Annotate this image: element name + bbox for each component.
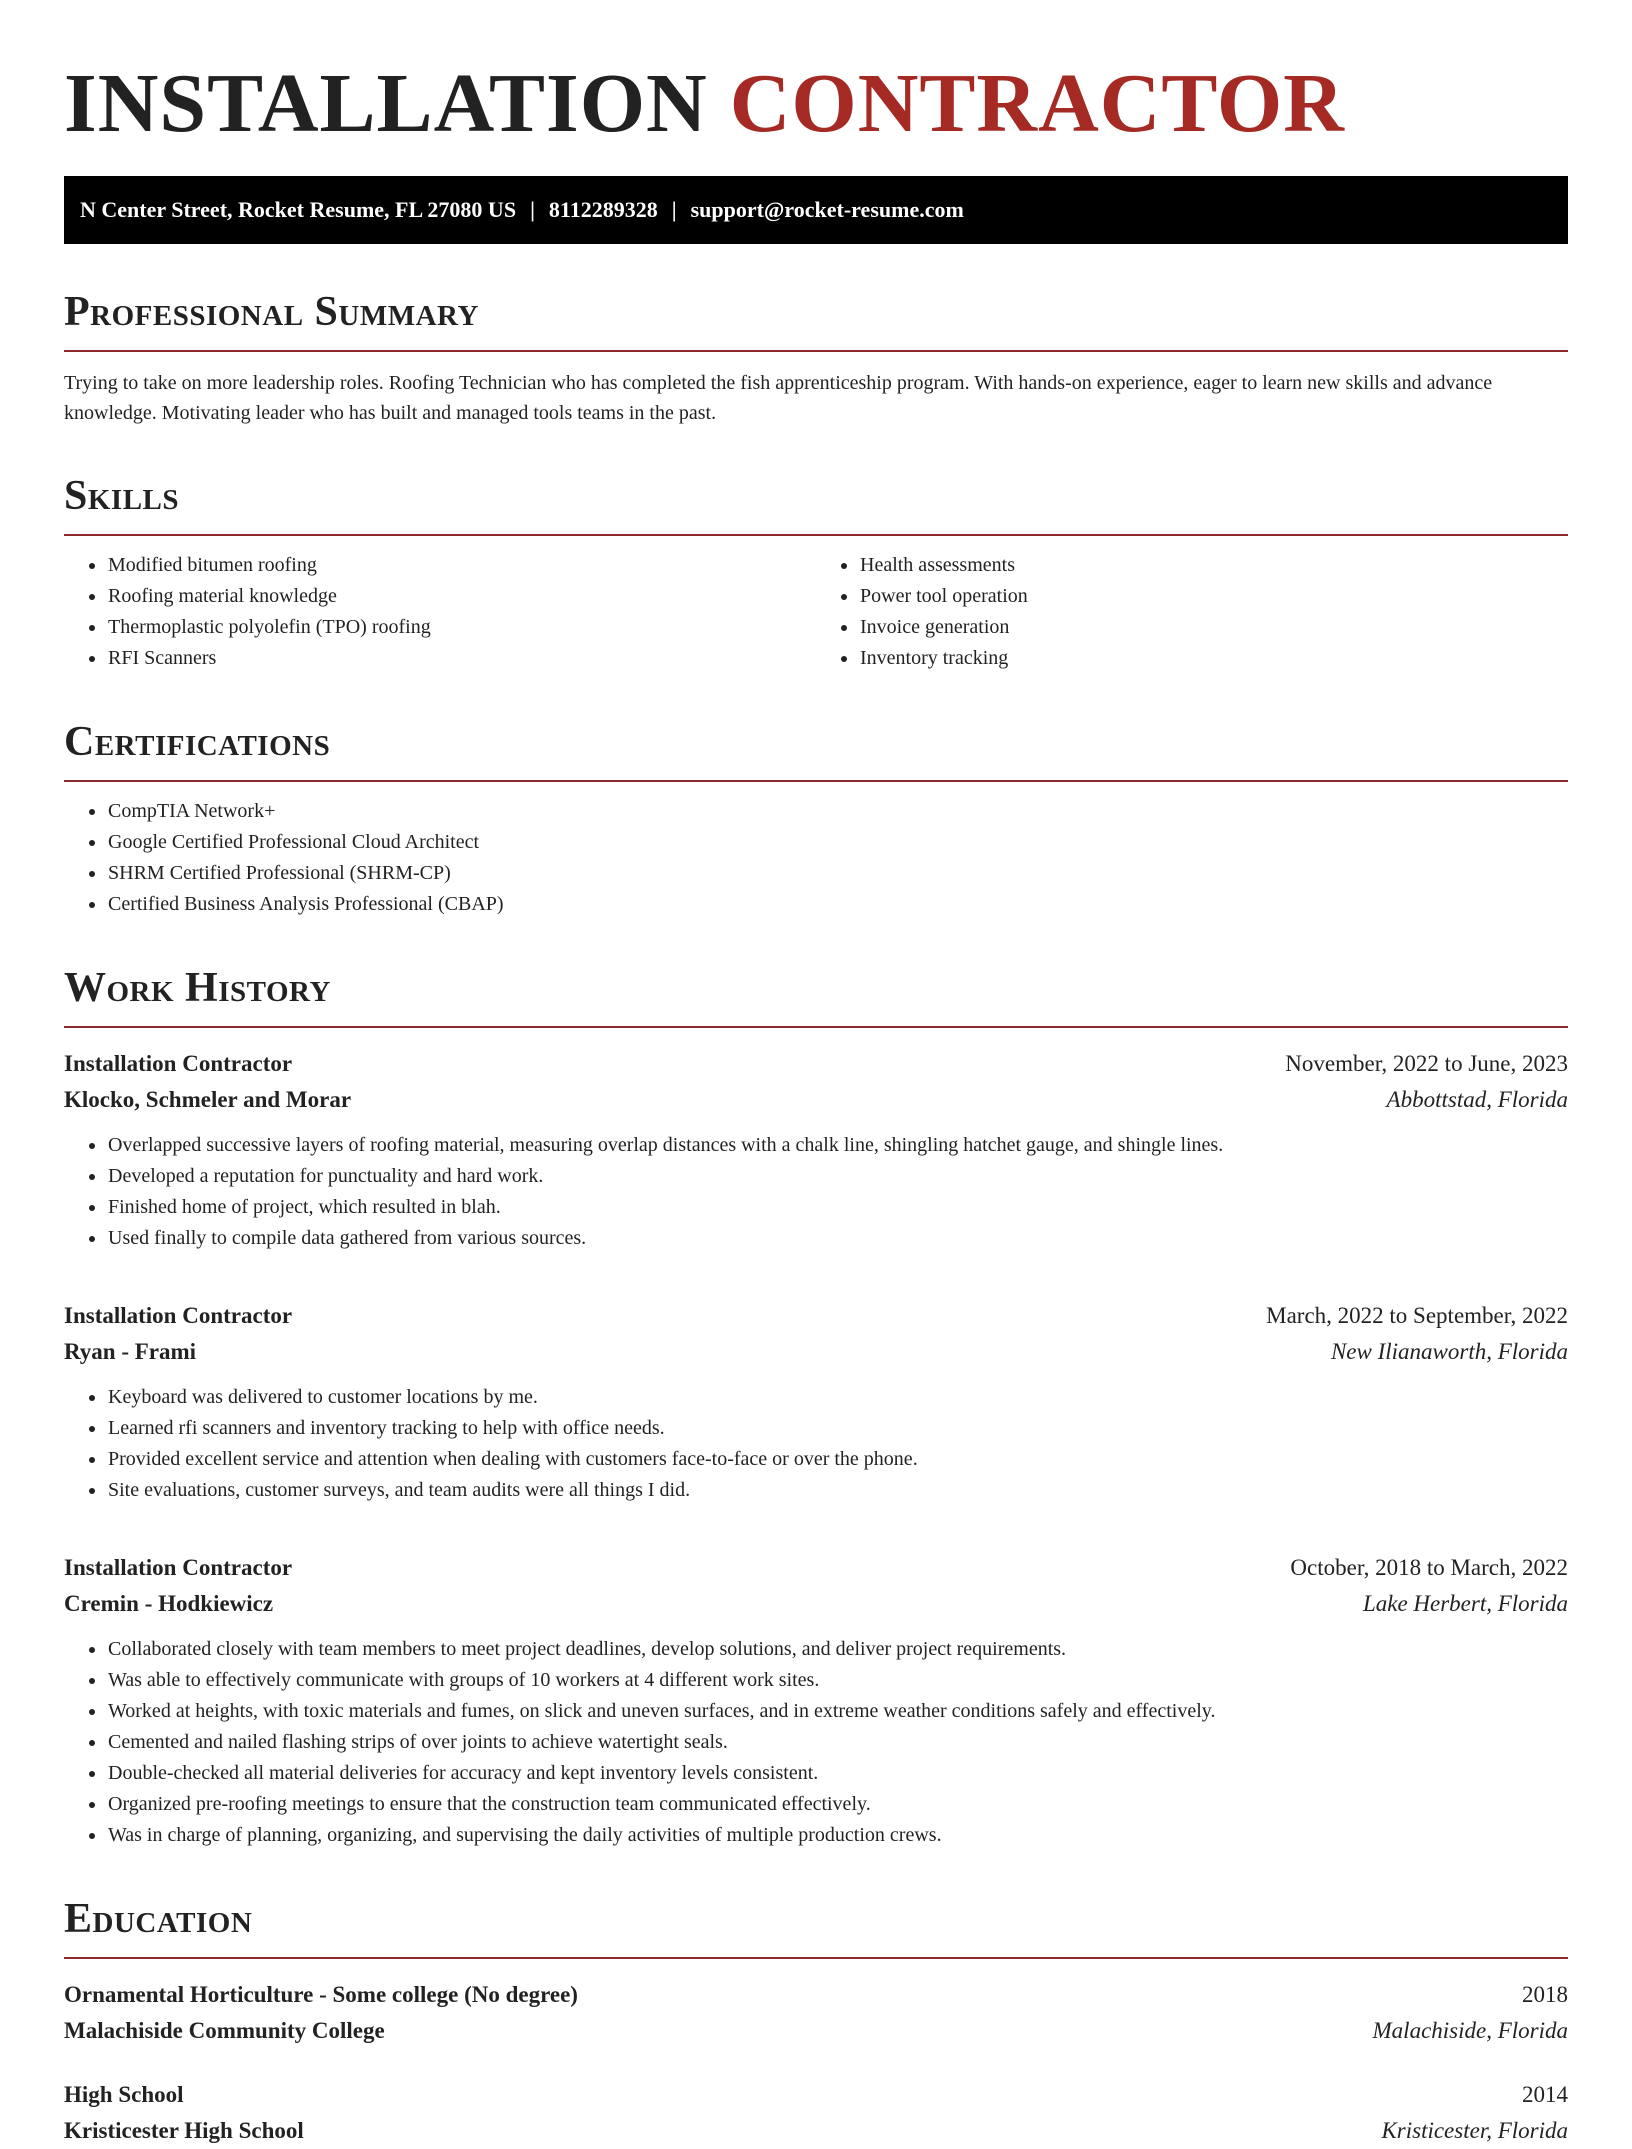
job-title: Installation Contractor <box>64 1303 293 1328</box>
education-location: Malachiside, Florida <box>1372 2018 1568 2043</box>
job-entry <box>64 1046 1568 1254</box>
job-location: Lake Herbert, Florida <box>1362 1591 1568 1616</box>
skill-item: • Thermoplastic polyolefin (TPO) roofing <box>107 612 816 643</box>
job-company: Klocko, Schmeler and Morar <box>64 1087 352 1112</box>
certification-item: • Certified Business Analysis Professional (CBAP) <box>107 889 1568 920</box>
job-entry <box>64 1298 1568 1506</box>
job-title: Installation Contractor <box>64 1051 293 1076</box>
job-dates: March, 2022 to September, 2022 <box>1266 1303 1568 1328</box>
job-duty: • Was able to effectively communicate with groups of 10 workers at 4 different work sites. <box>107 1665 1568 1696</box>
education-school-row <box>64 2013 1568 2049</box>
job-duty: • Provided excellent service and attention when dealing with customers face-to-face or over the phone. <box>107 1444 1568 1475</box>
certification-item: • SHRM Certified Professional (SHRM-CP) <box>107 858 1568 889</box>
contact-separator: | <box>671 197 677 222</box>
job-duty: • Was in charge of planning, organizing, and supervising the daily activities of multiple production crews. <box>107 1820 1568 1851</box>
education-school-row <box>64 2113 1568 2149</box>
section-title-certifications: Certifications <box>64 718 1568 782</box>
contact-email[interactable]: support@rocket-resume.com <box>690 197 964 222</box>
skill-item: • Power tool operation <box>859 581 1568 612</box>
skill-item: • Invoice generation <box>859 612 1568 643</box>
contact-separator: | <box>530 197 535 222</box>
job-duty: • Cemented and nailed flashing strips of over joints to achieve watertight seals. <box>107 1727 1568 1758</box>
job-company: Ryan - Frami <box>64 1339 197 1364</box>
job-dates: October, 2018 to March, 2022 <box>1290 1555 1568 1580</box>
skills-columns <box>64 550 1568 674</box>
skill-item: • RFI Scanners <box>107 643 816 674</box>
education-degree: Ornamental Horticulture - Some college (No degree) <box>64 1982 578 2007</box>
job-duty: • Organized pre-roofing meetings to ensure that the construction team communicated effectively. <box>107 1789 1568 1820</box>
skills-section <box>64 472 1568 674</box>
section-title-skills: Skills <box>64 472 1568 536</box>
education-entry <box>64 1977 1568 2049</box>
job-entry <box>64 1550 1568 1851</box>
name-last: CONTRACTOR <box>729 57 1345 150</box>
contact-bar <box>64 176 1568 244</box>
job-duties-list <box>64 1634 1568 1851</box>
job-company-row <box>64 1334 1568 1370</box>
job-company-row <box>64 1586 1568 1622</box>
job-location: Abbottstad, Florida <box>1386 1087 1568 1112</box>
education-year: 2014 <box>1522 2082 1568 2107</box>
job-duty: • Finished home of project, which resulted in blah. <box>107 1192 1568 1223</box>
education-school: Kristicester High School <box>64 2118 304 2143</box>
summary-text: Trying to take on more leadership roles. Roofing Technician who has completed the fish apprenticeship program. With hands-on experience, eager to learn new skills and advance knowledge. Motivating leader who has built and managed tools teams in the past. <box>64 372 1493 424</box>
job-duties-list <box>64 1130 1568 1254</box>
education-location: Kristicester, Florida <box>1381 2118 1568 2143</box>
job-duty: • Worked at heights, with toxic materials and fumes, on slick and uneven surfaces, and in extreme weather conditions safely and effectively. <box>107 1696 1568 1727</box>
contact-address: N Center Street, Rocket Resume, FL 27080 US <box>80 197 517 222</box>
job-duty: • Site evaluations, customer surveys, and team audits were all things I did. <box>107 1475 1568 1506</box>
job-duty: • Collaborated closely with team members to meet project deadlines, develop solutions, and deliver project requirements. <box>107 1634 1568 1665</box>
certification-item: • CompTIA Network+ <box>107 796 1568 827</box>
education-header-row <box>64 2077 1568 2113</box>
contact-phone: 8112289328 <box>548 197 658 222</box>
education-section <box>64 1895 1568 2149</box>
certifications-section <box>64 718 1568 920</box>
work-history-section <box>64 964 1568 1851</box>
job-company: Cremin - Hodkiewicz <box>64 1591 274 1616</box>
education-year: 2018 <box>1522 1982 1568 2007</box>
skills-list-left <box>64 550 816 674</box>
skill-item: • Roofing material knowledge <box>107 581 816 612</box>
summary-section <box>64 288 1568 428</box>
section-title-education: Education <box>64 1895 1568 1959</box>
resume-name <box>64 0 1568 150</box>
education-entry <box>64 2077 1568 2149</box>
education-header-row <box>64 1977 1568 2013</box>
job-duty: • Keyboard was delivered to customer locations by me. <box>107 1382 1568 1413</box>
certification-item: • Google Certified Professional Cloud Architect <box>107 827 1568 858</box>
section-title-summary: Professional Summary <box>64 288 1568 352</box>
job-duty: • Developed a reputation for punctuality and hard work. <box>107 1161 1568 1192</box>
job-company-row <box>64 1082 1568 1118</box>
job-duty: • Learned rfi scanners and inventory tracking to help with office needs. <box>107 1413 1568 1444</box>
job-duty: • Overlapped successive layers of roofing material, measuring overlap distances with a chalk line, shingling hatchet gauge, and shingle lines. <box>107 1130 1568 1161</box>
job-location: New Ilianaworth, Florida <box>1330 1339 1568 1364</box>
skill-item: • Health assessments <box>859 550 1568 581</box>
job-duty: • Used finally to compile data gathered from various sources. <box>107 1223 1568 1254</box>
education-school: Malachiside Community College <box>64 2018 385 2043</box>
certifications-list <box>64 796 1568 920</box>
job-header-row <box>64 1550 1568 1586</box>
name-first: INSTALLATION <box>64 57 708 150</box>
skills-list-right <box>816 550 1568 674</box>
job-dates: November, 2022 to June, 2023 <box>1285 1051 1568 1076</box>
job-header-row <box>64 1046 1568 1082</box>
section-title-work-history: Work History <box>64 964 1568 1028</box>
skill-item: • Inventory tracking <box>859 643 1568 674</box>
skill-item: • Modified bitumen roofing <box>107 550 816 581</box>
job-duty: • Double-checked all material deliveries for accuracy and kept inventory levels consistent. <box>107 1758 1568 1789</box>
job-title: Installation Contractor <box>64 1555 293 1580</box>
job-header-row <box>64 1298 1568 1334</box>
education-degree: High School <box>64 2082 184 2107</box>
job-duties-list <box>64 1382 1568 1506</box>
